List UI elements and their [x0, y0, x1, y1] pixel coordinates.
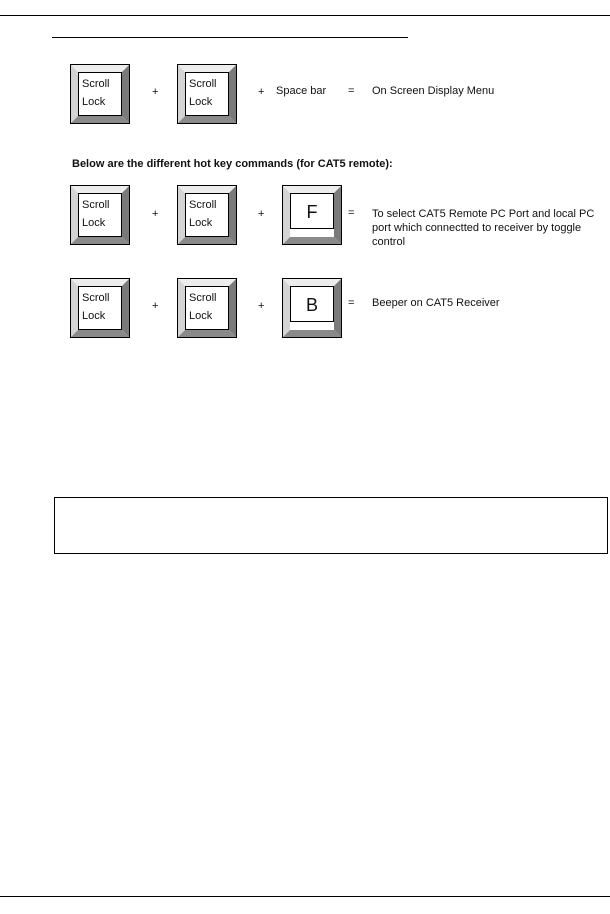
key-label-line2: Lock — [82, 310, 106, 322]
key-face — [78, 72, 122, 116]
b-key-label: B — [305, 295, 318, 315]
key-face — [78, 193, 122, 237]
key-label-line2: Lock — [82, 217, 106, 229]
section-underline — [52, 37, 408, 38]
b-key — [282, 278, 342, 338]
scroll-lock-key — [177, 64, 237, 124]
space-bar-label: Space bar — [276, 85, 327, 97]
key-label-line2: Lock — [189, 217, 213, 229]
plus-sign: + — [152, 86, 159, 98]
key-face — [185, 286, 229, 330]
scroll-lock-key — [70, 185, 130, 245]
row2-result: To select CAT5 Remote PC Port and local PC port which connectted to receiver by toggle control — [372, 208, 595, 248]
key-label-line1: Scroll — [82, 292, 110, 304]
key-label-line1: Scroll — [189, 199, 217, 211]
bottom-rule — [0, 896, 610, 897]
key-label-line2: Lock — [82, 96, 106, 108]
key-face — [185, 193, 229, 237]
plus-sign: + — [258, 208, 265, 220]
scroll-lock-key — [70, 278, 130, 338]
key-label-line1: Scroll — [189, 292, 217, 304]
f-key — [282, 185, 342, 245]
equals-sign: = — [348, 207, 355, 219]
key-label-line1: Scroll — [82, 199, 110, 211]
key-label-line2: Lock — [189, 96, 213, 108]
row3-result: Beeper on CAT5 Receiver — [372, 297, 500, 309]
plus-sign: + — [152, 300, 159, 312]
row1-result: On Screen Display Menu — [372, 85, 495, 97]
key-face — [78, 286, 122, 330]
scroll-lock-key — [70, 64, 130, 124]
note-box — [54, 497, 608, 554]
scroll-lock-key — [177, 278, 237, 338]
equals-sign: = — [348, 297, 355, 309]
top-rule — [0, 15, 610, 16]
scroll-lock-key — [177, 185, 237, 245]
plus-sign: + — [152, 208, 159, 220]
key-label-line1: Scroll — [189, 78, 217, 90]
key-face — [185, 72, 229, 116]
key-face — [290, 286, 334, 322]
plus-sign: + — [258, 300, 265, 312]
f-key-label: F — [306, 202, 318, 222]
hotkey-heading: Below are the different hot key commands (for CAT5 remote): — [72, 158, 393, 170]
key-label-line1: Scroll — [82, 78, 110, 90]
equals-sign: = — [348, 85, 355, 97]
key-face — [290, 193, 334, 229]
plus-sign: + — [258, 86, 265, 98]
key-label-line2: Lock — [189, 310, 213, 322]
